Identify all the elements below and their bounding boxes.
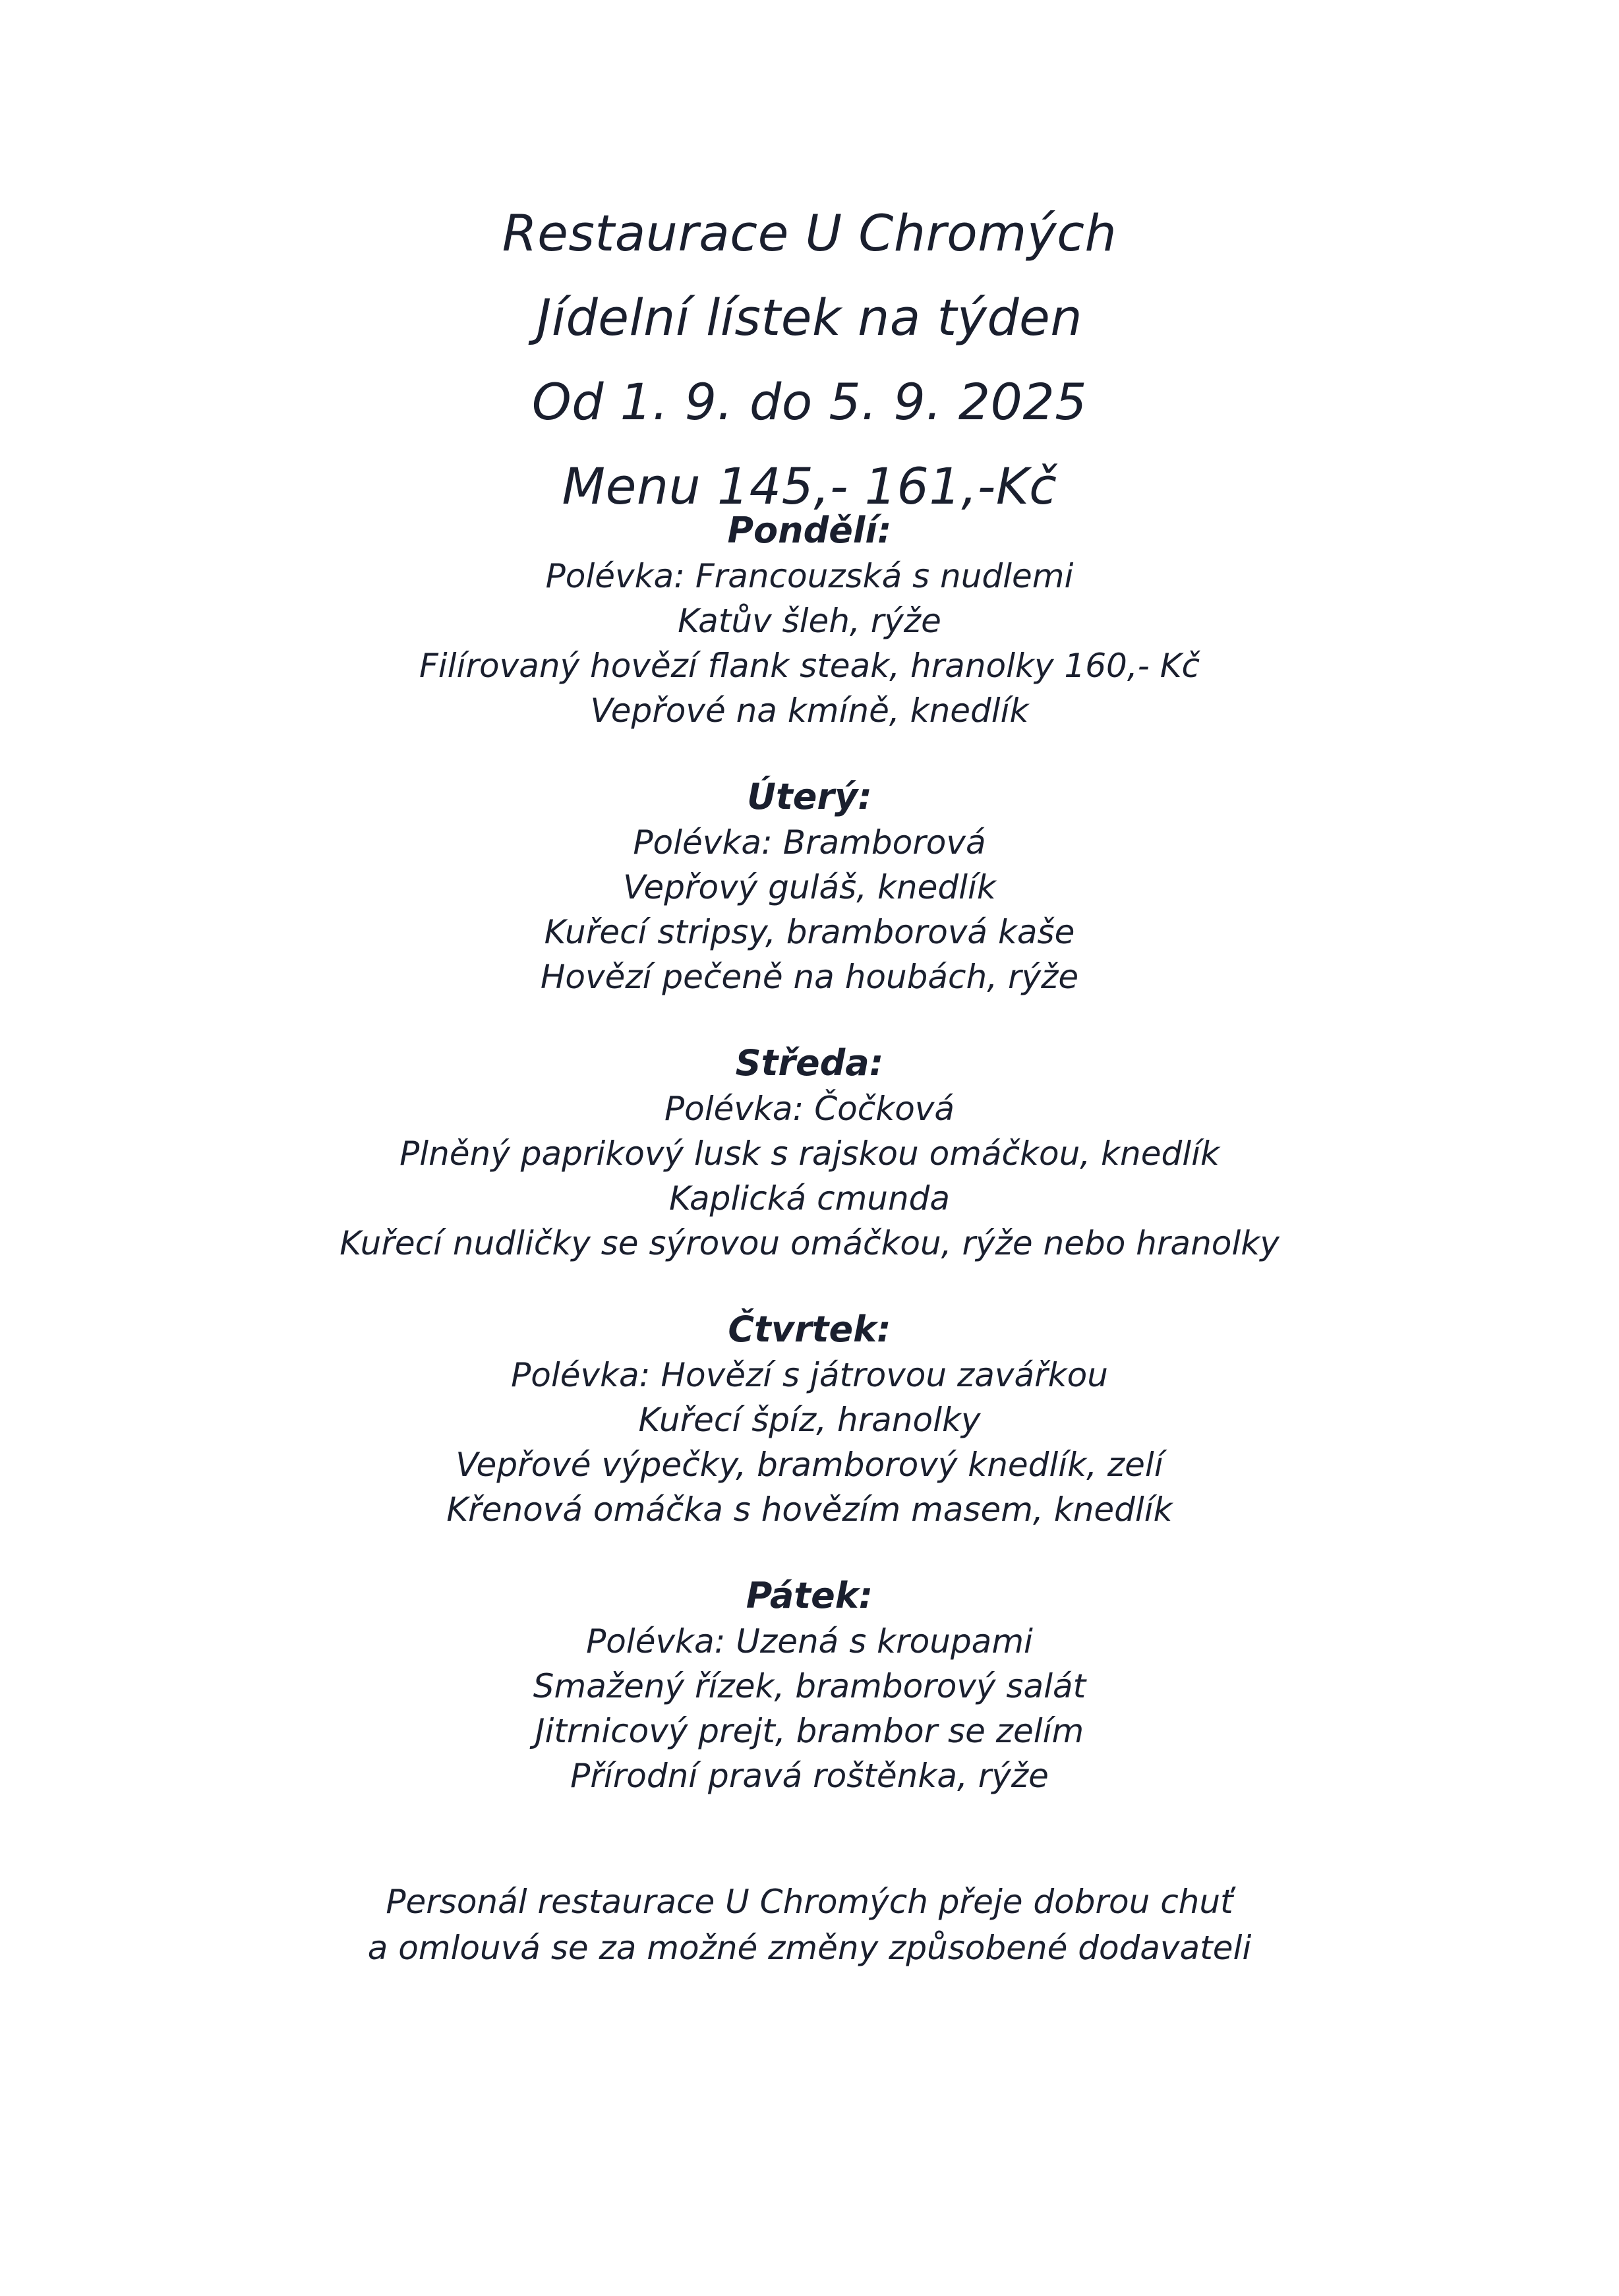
- menu-footer: [0, 1879, 1619, 1971]
- day-heading: Čtvrtek:: [728, 1309, 891, 1350]
- day-heading: Středa:: [735, 1042, 884, 1084]
- day-heading: Pátek:: [746, 1575, 873, 1616]
- menu-header: [0, 191, 1619, 529]
- footer-greeting: Personál restaurace U Chromých přeje dobrou chuť: [386, 1883, 1233, 1921]
- menu-price: Menu 145,- 161,-Kč: [562, 457, 1057, 515]
- day-heading: Úterý:: [747, 776, 872, 817]
- date-range: Od 1. 9. do 5. 9. 2025: [531, 372, 1088, 431]
- day-section-tuesday: [0, 774, 1619, 999]
- dish-item: Kuřecí nudličky se sýrovou omáčkou, rýže nebo hranolky: [339, 1224, 1280, 1262]
- day-section-thursday: [0, 1307, 1619, 1532]
- weekly-menu: [0, 508, 1619, 1798]
- dish-item: Jitrnicový prejt, brambor se zelím: [535, 1712, 1084, 1750]
- dish-item: Katův šleh, rýže: [678, 602, 941, 640]
- section-spacer: [0, 733, 1619, 774]
- section-spacer: [0, 1266, 1619, 1307]
- dish-item: Vepřové na kmíně, knedlík: [590, 692, 1029, 730]
- dish-item: Polévka: Hovězí s játrovou zavářkou: [511, 1356, 1108, 1394]
- restaurant-name: Restaurace U Chromých: [502, 204, 1117, 262]
- day-heading: Pondělí:: [727, 510, 892, 551]
- dish-item: Kuřecí stripsy, bramborová kaše: [544, 913, 1075, 951]
- day-section-monday: [0, 508, 1619, 733]
- dish-item: Polévka: Uzená s kroupami: [586, 1622, 1033, 1661]
- day-section-friday: [0, 1573, 1619, 1798]
- dish-item: Přírodní pravá roštěnka, rýže: [570, 1757, 1049, 1795]
- dish-item: Smažený řízek, bramborový salát: [533, 1667, 1086, 1705]
- dish-item: Kuřecí špíz, hranolky: [638, 1401, 981, 1439]
- footer-apology: a omlouvá se za možné změny způsobené dodavateli: [367, 1929, 1252, 1967]
- dish-item: Plněný paprikový lusk s rajskou omáčkou, knedlík: [399, 1134, 1220, 1173]
- section-spacer: [0, 999, 1619, 1040]
- dish-item: Polévka: Čočková: [664, 1090, 955, 1128]
- section-spacer: [0, 1532, 1619, 1573]
- dish-item: Filírovaný hovězí flank steak, hranolky 160,- Kč: [419, 647, 1200, 685]
- dish-item: Křenová omáčka s hovězím masem, knedlík: [446, 1490, 1173, 1529]
- dish-item: Kaplická cmunda: [668, 1179, 951, 1218]
- dish-item: Polévka: Bramborová: [633, 823, 986, 862]
- day-section-wednesday: [0, 1040, 1619, 1266]
- dish-item: Vepřové výpečky, bramborový knedlík, zelí: [456, 1446, 1163, 1484]
- dish-item: Hovězí pečeně na houbách, rýže: [540, 958, 1079, 996]
- dish-item: Polévka: Francouzská s nudlemi: [545, 557, 1074, 595]
- dish-item: Vepřový guláš, knedlík: [623, 868, 996, 906]
- menu-subtitle: Jídelní lístek na týden: [537, 288, 1082, 347]
